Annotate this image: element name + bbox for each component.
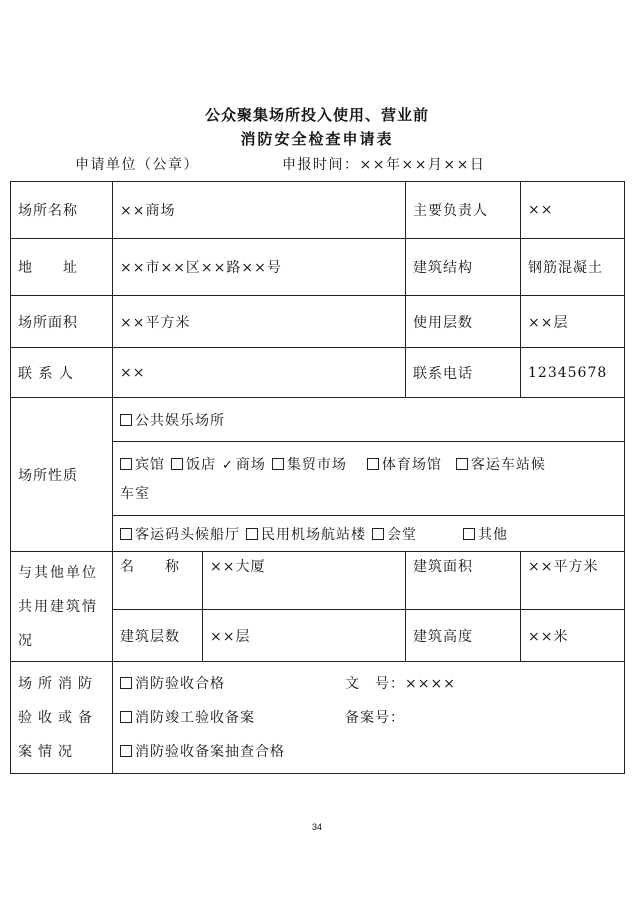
address-value: ××市××区××路××号 <box>113 239 406 296</box>
floors-used-value: ××层 <box>521 296 625 348</box>
nature-option[interactable]: 其他 <box>463 524 508 544</box>
record-number-label: 备案号： <box>345 709 405 726</box>
shared-area-value: ××平方米 <box>521 552 625 610</box>
checkbox-icon <box>120 745 132 757</box>
structure-label: 建筑结构 <box>406 239 521 296</box>
nature-option[interactable]: 客运码头候船厅 <box>120 524 240 544</box>
checkbox-icon <box>120 458 132 470</box>
nature-option[interactable]: 宾馆 <box>120 451 165 479</box>
phone-label: 联系电话 <box>406 348 521 398</box>
shared-name-label: 名 称 <box>113 552 203 610</box>
nature-label: 场所性质 <box>11 398 113 552</box>
phone-value: 12345678 <box>521 348 625 398</box>
row-contact <box>11 348 625 398</box>
nature-option[interactable]: 饭店 <box>171 451 216 479</box>
nature-line2 <box>113 442 625 516</box>
nature-option-wrap: 车室 <box>120 486 150 502</box>
acceptance-option[interactable]: 消防验收备案抽查合格 <box>120 735 285 769</box>
acceptance-line3 <box>120 735 617 769</box>
application-form-table <box>10 181 625 774</box>
row-address <box>11 239 625 296</box>
floors-used-label: 使用层数 <box>406 296 521 348</box>
acceptance-label: 场所消防验收或备案情况 <box>11 662 113 774</box>
contact-value: ×× <box>113 348 406 398</box>
acceptance-options <box>113 662 625 774</box>
shared-floors-label: 建筑层数 <box>113 610 203 662</box>
contact-label: 联 系 人 <box>11 348 113 398</box>
checkbox-icon <box>120 528 132 540</box>
row-area <box>11 296 625 348</box>
checkbox-icon <box>463 528 475 540</box>
checkbox-icon <box>367 458 379 470</box>
checkbox-icon <box>120 414 132 426</box>
page-number: 34 <box>311 822 322 832</box>
structure-value: 钢筋混凝土 <box>521 239 625 296</box>
nature-option[interactable]: 客运车站候 <box>456 451 546 479</box>
nature-option[interactable]: 会堂 <box>372 524 417 544</box>
nature-option[interactable]: 体育场馆 <box>367 451 442 479</box>
shared-height-label: 建筑高度 <box>406 610 521 662</box>
shared-label: 与其他单位共用建筑情况 <box>11 552 113 662</box>
acceptance-line2 <box>120 701 617 735</box>
checkbox-icon <box>171 458 183 470</box>
nature-line1 <box>113 398 625 442</box>
applicant-label: 申请单位（公章） <box>75 157 199 173</box>
checkbox-icon <box>272 458 284 470</box>
area-value: ××平方米 <box>113 296 406 348</box>
row-venue-name <box>11 182 625 239</box>
checkbox-icon <box>246 528 258 540</box>
venue-name-label: 场所名称 <box>11 182 113 239</box>
row-acceptance <box>11 662 625 774</box>
nature-option[interactable]: 集贸市场 <box>272 451 347 479</box>
report-time: 申报时间：××年××月××日 <box>282 157 486 173</box>
checkbox-icon <box>120 677 132 689</box>
acceptance-option[interactable]: 消防竣工验收备案 <box>120 701 255 735</box>
shared-floors-value: ××层 <box>203 610 406 662</box>
owner-label: 主要负责人 <box>406 182 521 239</box>
row-nature-1 <box>11 398 625 442</box>
doc-number: 文 号：×××× <box>345 675 456 692</box>
shared-height-value: ××米 <box>521 610 625 662</box>
form-title-line1: 公众聚集场所投入使用、营业前 <box>204 106 429 124</box>
nature-option-checked[interactable]: ✓ 商场 <box>222 451 266 480</box>
checkbox-icon <box>120 711 132 723</box>
venue-name-value: ××商场 <box>113 182 406 239</box>
area-label: 场所面积 <box>11 296 113 348</box>
address-label: 地 址 <box>11 239 113 296</box>
checkmark-icon: ✓ <box>222 458 234 473</box>
acceptance-line1 <box>120 667 617 701</box>
form-title-line2: 消防安全检查申请表 <box>240 130 394 148</box>
nature-option[interactable]: 民用机场航站楼 <box>246 524 366 544</box>
acceptance-option[interactable]: 消防验收合格 <box>120 667 225 701</box>
owner-value: ×× <box>521 182 625 239</box>
checkbox-icon <box>372 528 384 540</box>
shared-name-value: ××大厦 <box>203 552 406 610</box>
nature-option[interactable]: 公共娱乐场所 <box>120 410 225 430</box>
checkbox-icon <box>456 458 468 470</box>
row-shared-1 <box>11 552 625 610</box>
nature-line3 <box>113 516 625 552</box>
shared-area-label: 建筑面积 <box>406 552 521 610</box>
